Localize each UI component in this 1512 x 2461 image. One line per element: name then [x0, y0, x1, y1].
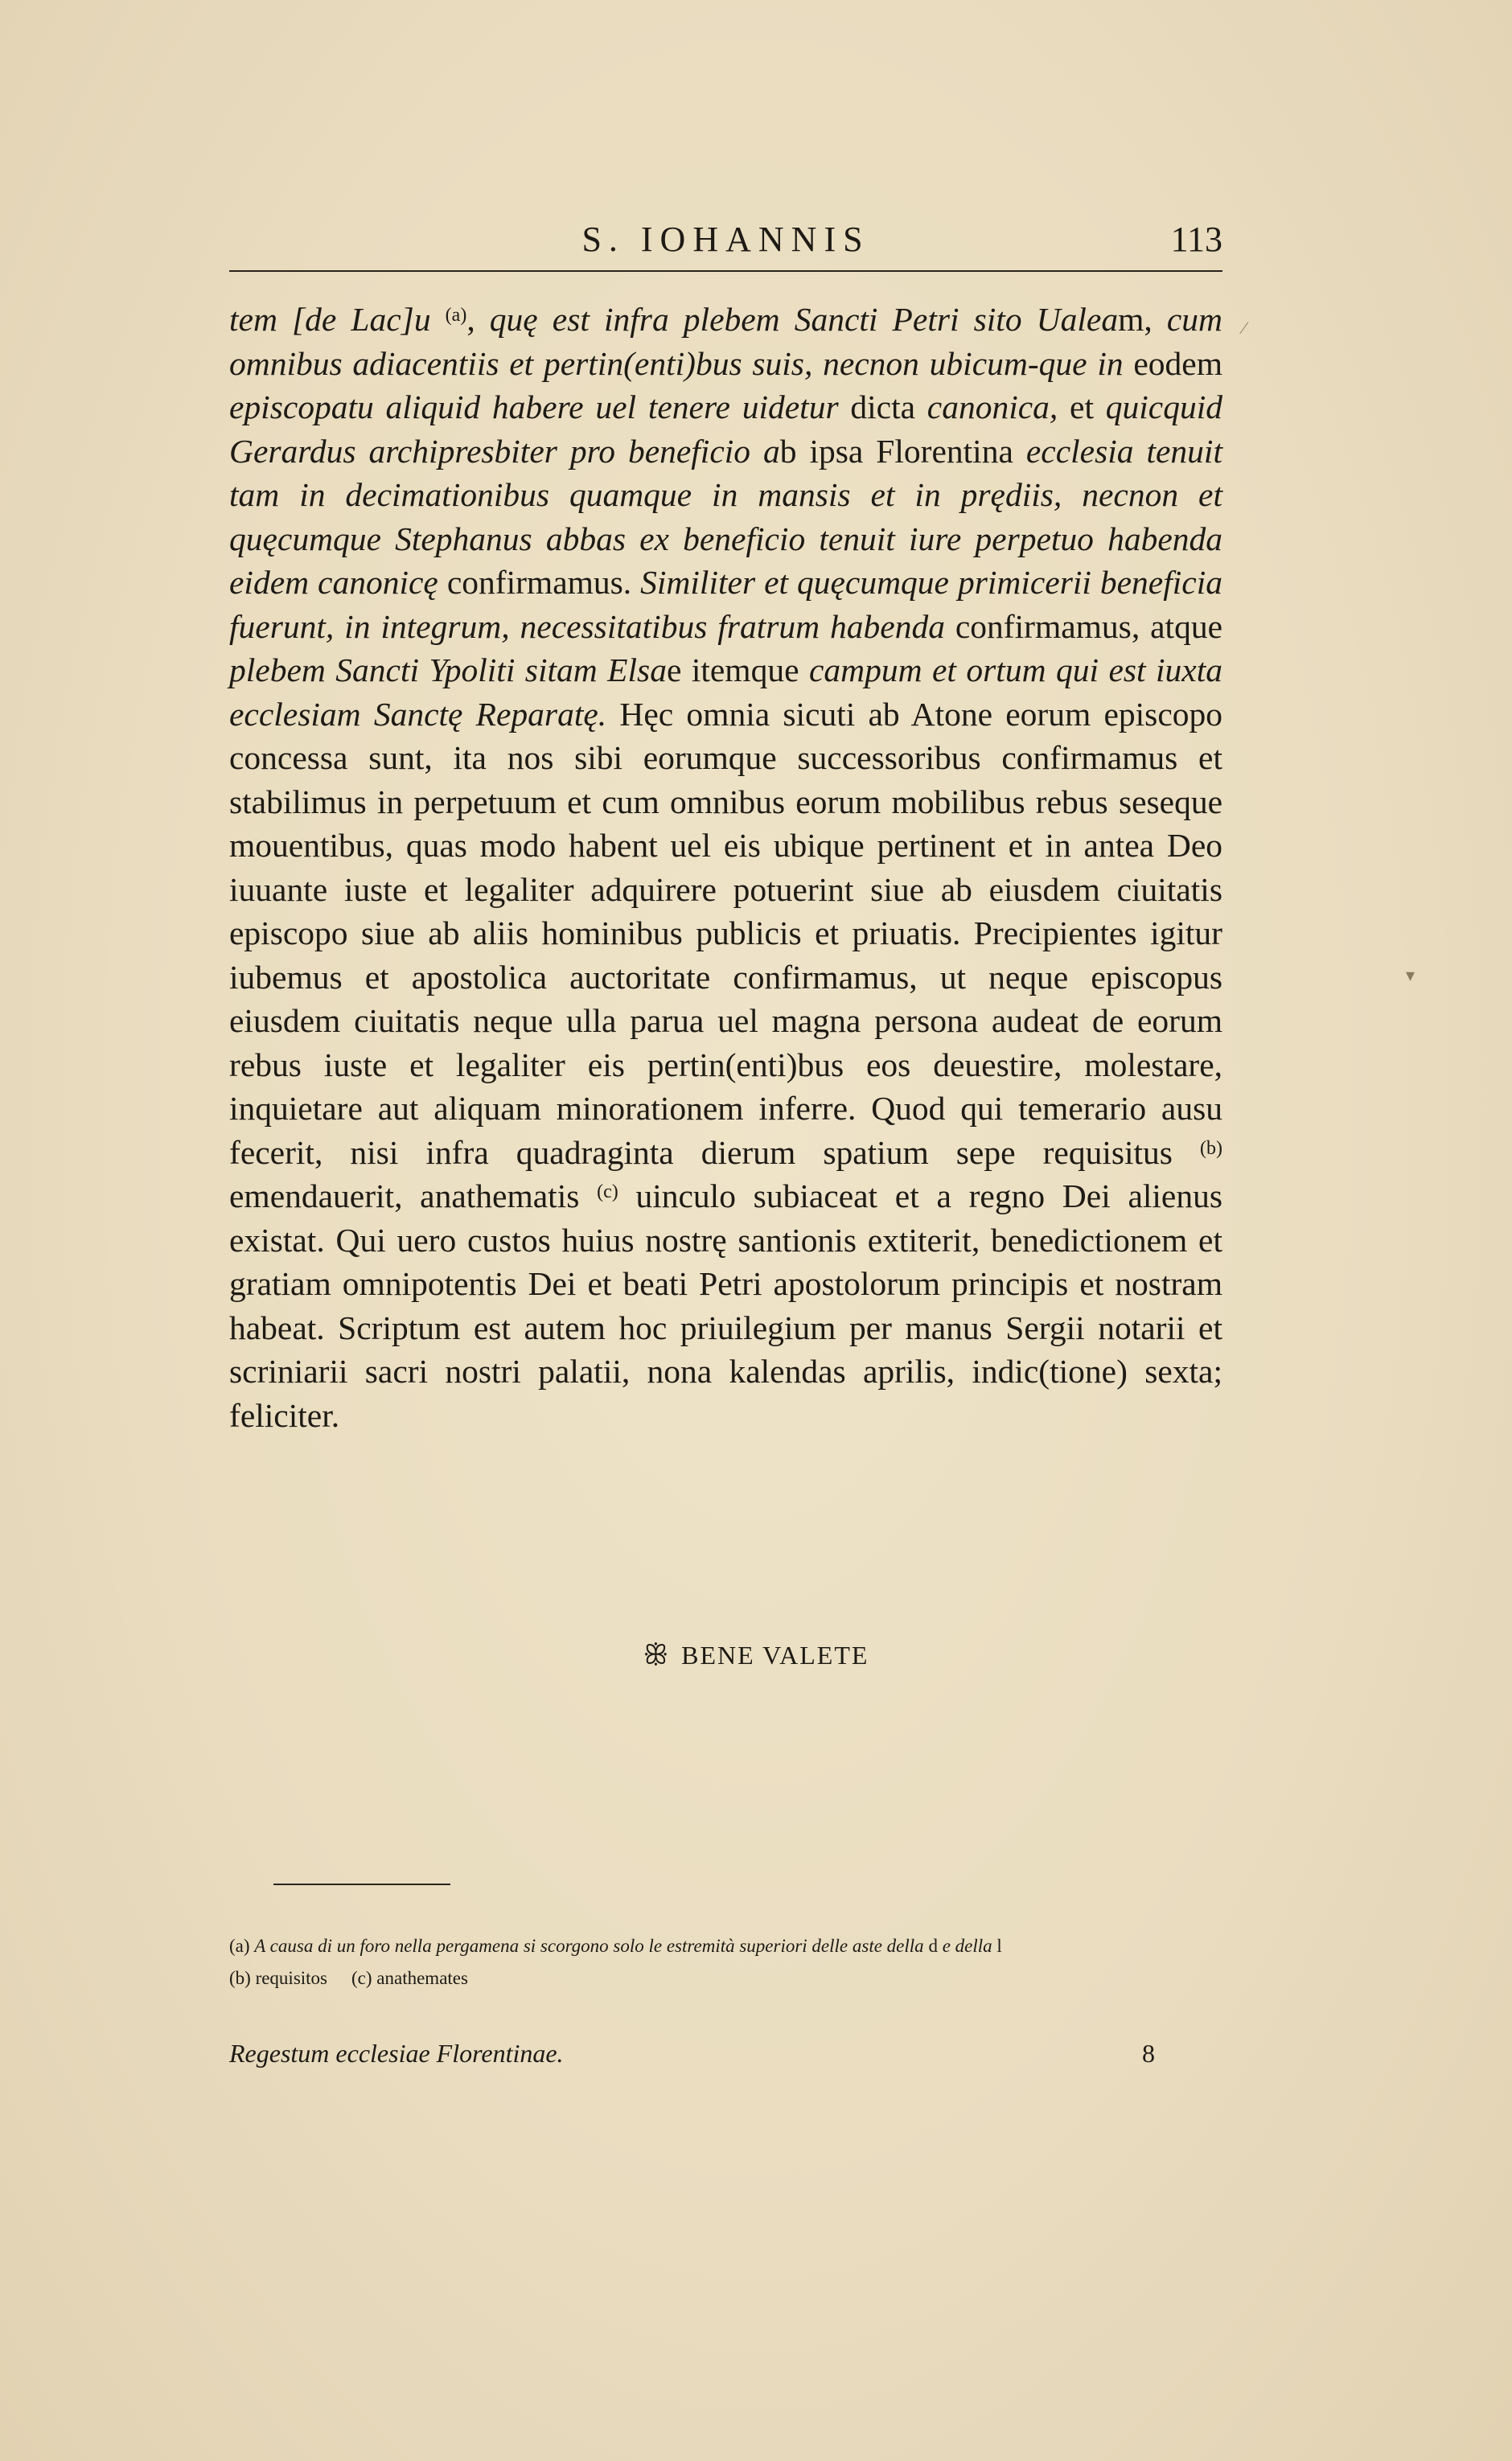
page-number: 113: [1170, 220, 1222, 259]
monogram-icon: ꕥ: [643, 1641, 671, 1670]
page-footer: [229, 2039, 1222, 2079]
body-paragraph: tem [de Lac]u $^{(a)}$, quę est infra plebem Sancti Petri sito Ualeam, cum omnibus adiacentiis et pertin(enti)bus suis, necnon ubicum-que in eodem episcopatu aliquid habere uel tenere uidetur dicta canonica, et quicquid Gerardus archipresbiter pro beneficio ab ipsa Florentina ecclesia tenuit tam in decimationibus quamque in mansis et in prędiis, necnon et quęcumque Stephanus abbas ex beneficio tenuit iure perpetuo habenda eidem canonicę confirmamus. Similiter et quęcumque primicerii beneficia fuerunt, in integrum, necessitatibus fratrum habenda confirmamus, atque plebem Sancti Ypoliti sitam Elsae itemque campum et ortum qui est iuxta ecclesiam Sanctę Reparatę. Hęc omnia sicuti ab Atone eorum episcopo concessa sunt, ita nos sibi eorumque successoribus confirmamus et stabilimus in perpetuum et cum omnibus eorum mobilibus rebus seseque mouentibus, quas modo habent uel eis ubique pertinent et in antea Deo iuuante iuste et legaliter adquirere potuerint siue ab eiusdem ciuitatis episcopo siue ab aliis hominibus publicis et priuatis. Precipientes igitur iubemus et apostolica auctoritate confirmamus, ut neque episcopus eiusdem ciuitatis neque ulla parua uel magna persona audeat de eorum rebus iuste et legaliter eis pertin(enti)bus eos deuestire, molestare, inquietare aut aliquam minorationem inferre. Quod qui temerario ausu fecerit, nisi infra quadraginta dierum spatium sepe requisitus $^{(b)}$ emendauerit, anathematis $^{(c)}$ uinculo subiaceat et a regno Dei alienus existat. Qui uero custos huius nostrę santionis extiterit, benedictionem et gratiam omnipotentis Dei et beati Petri apostolorum principis et nostram habeat. Scriptum est autem hoc priuilegium per manus Sergii notarii et scriniarii sacri nostri palatii, nona kalendas aprilis, indic(tione) sexta; feliciter.: [229, 301, 1222, 1434]
page-header: [229, 219, 1222, 269]
margin-mark: ▾: [1406, 965, 1415, 985]
footnote-b: (b) requisitos: [229, 1968, 328, 1988]
document-body: [229, 298, 1222, 1437]
closing-text: BENE VALETE: [681, 1641, 869, 1670]
header-rule: [229, 270, 1222, 272]
footer-signature: 8: [1142, 2039, 1155, 2068]
footnote-a: (a) A causa di un foro nella pergamena si scorgono solo le estremità superiori delle aste della d e della l: [229, 1936, 1002, 1956]
footnote-c: (c) anathemates: [351, 1968, 468, 1988]
margin-mark: ⁄: [1243, 318, 1246, 338]
closing-line: [0, 1641, 1512, 1671]
footnotes-bc: [229, 1962, 1222, 1995]
running-title: S. IOHANNIS: [581, 220, 870, 259]
footnotes: [229, 1930, 1222, 1995]
footnote-rule: [273, 1884, 450, 1885]
footer-source: Regestum ecclesiae Florentinae.: [229, 2039, 564, 2068]
